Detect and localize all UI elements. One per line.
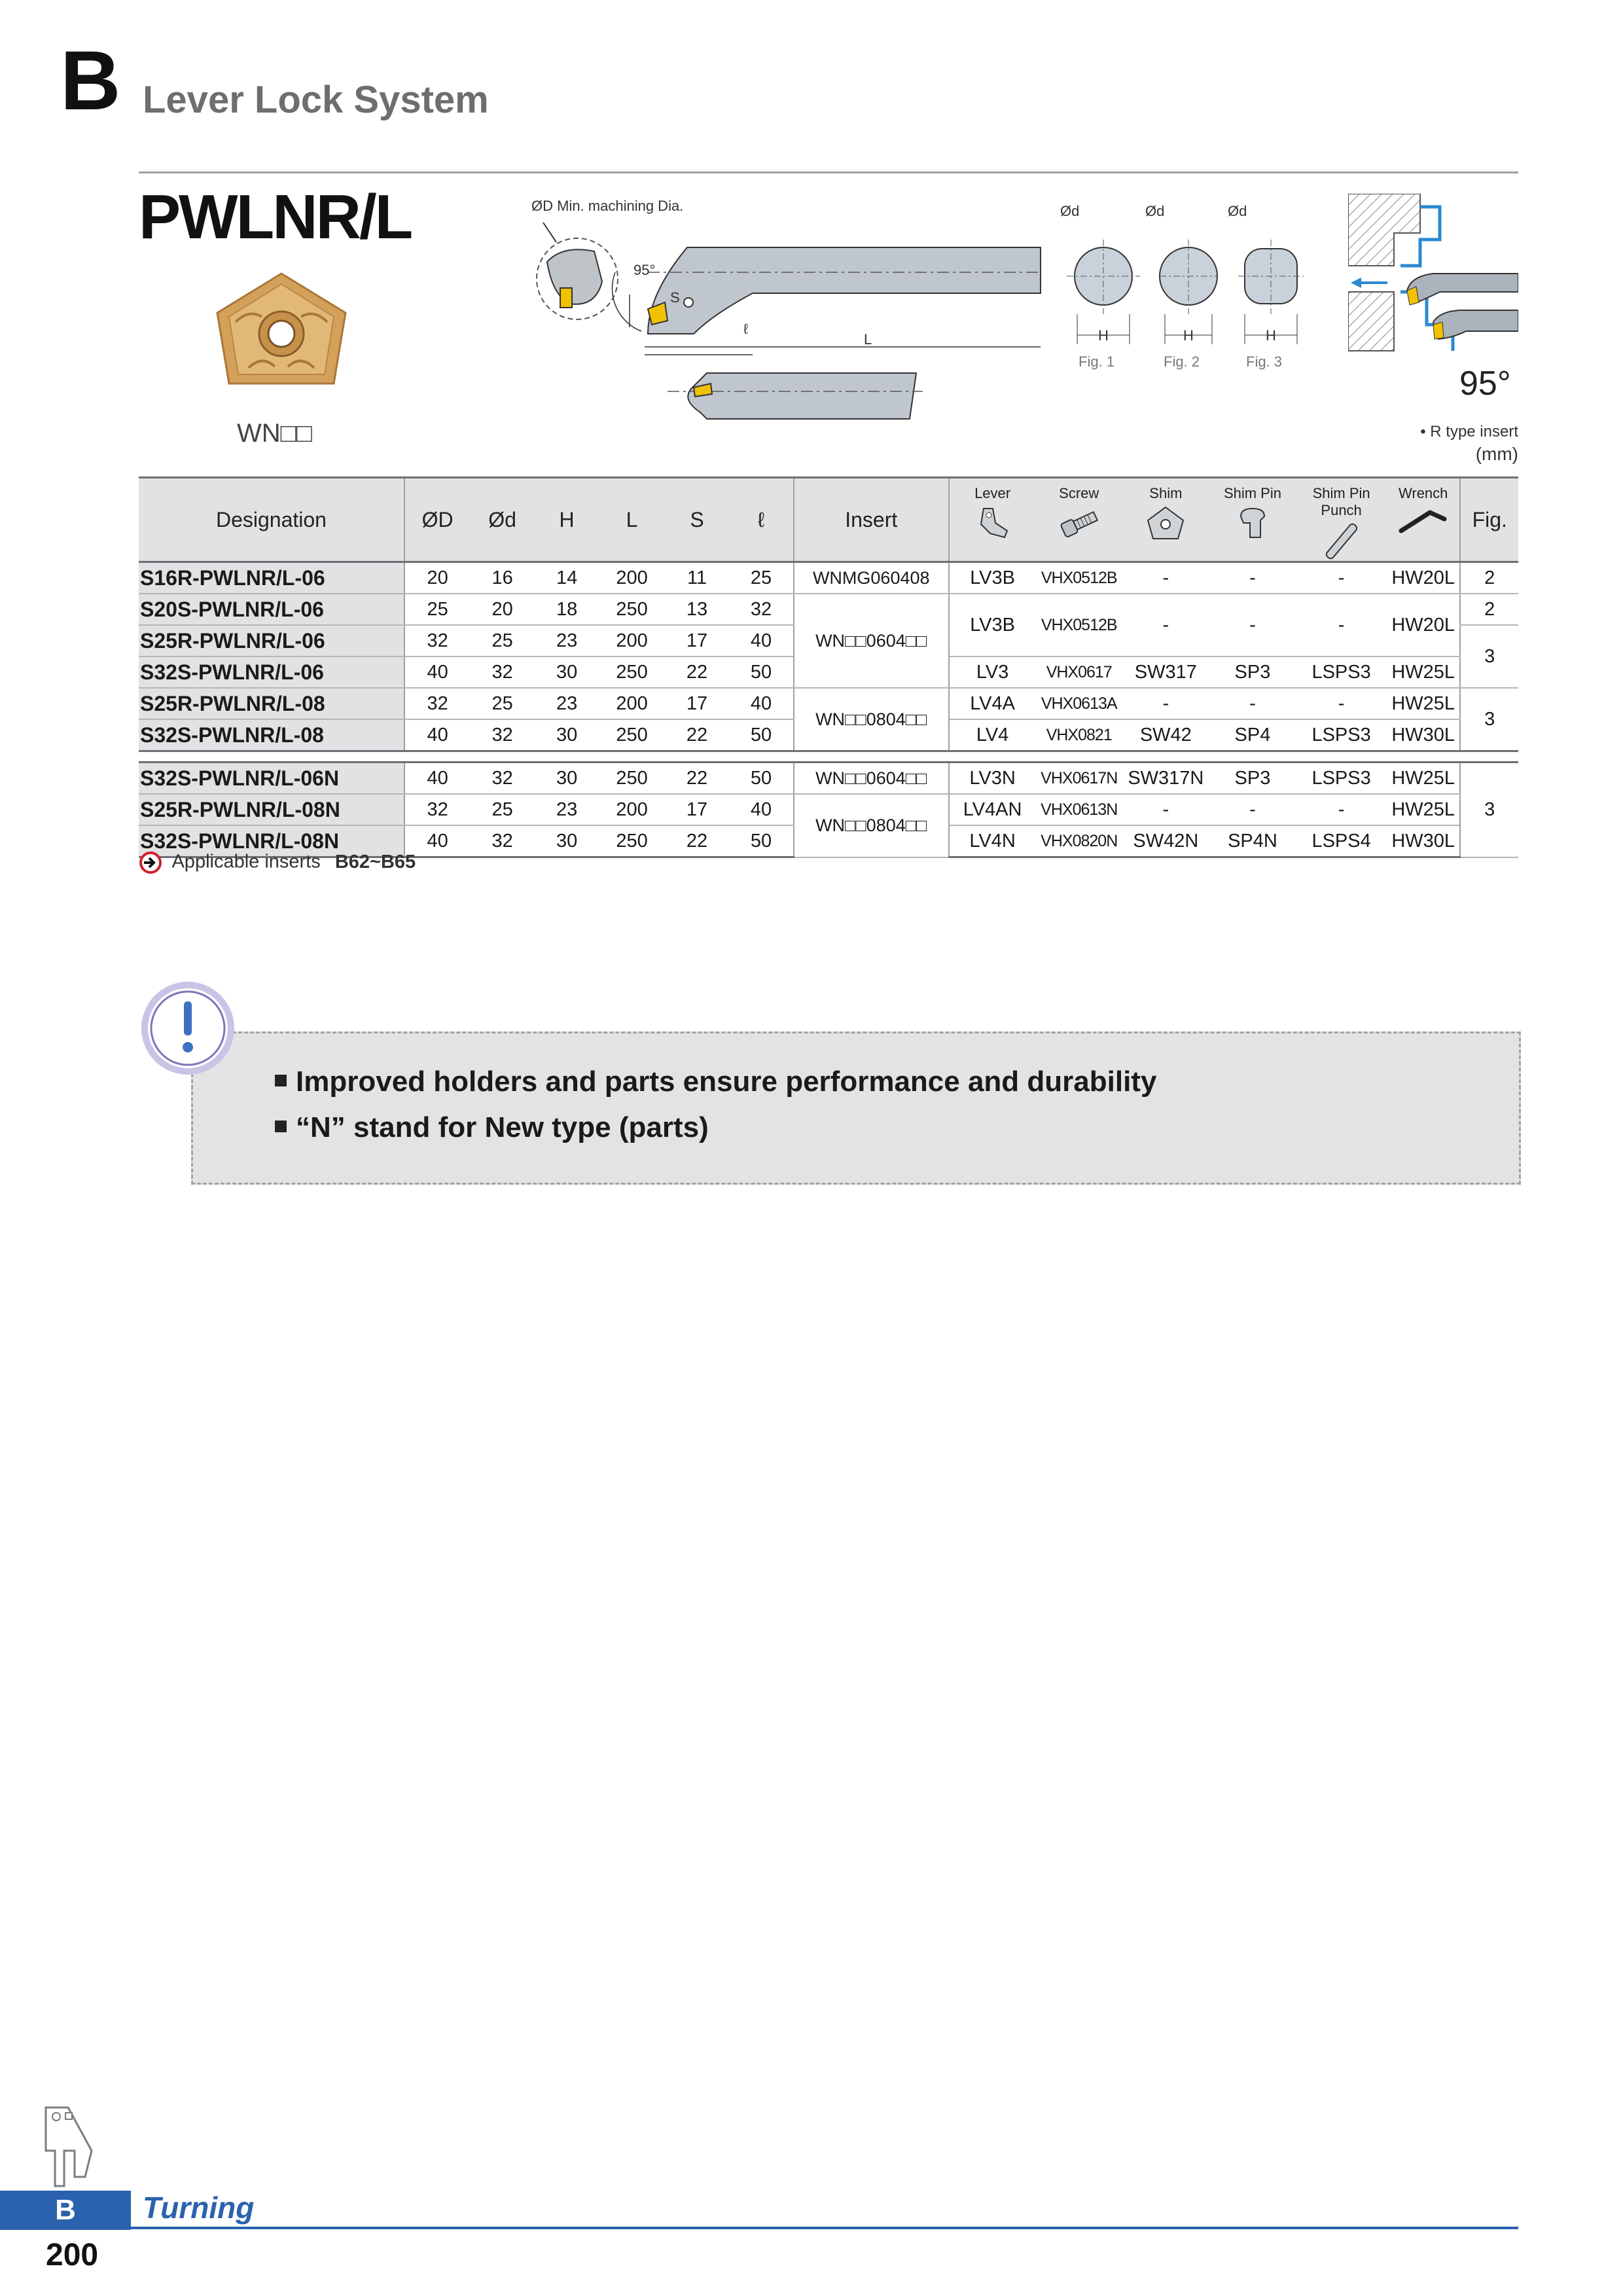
od-small-cell: 25 <box>470 794 534 825</box>
applicable-inserts-ref[interactable]: B62~B65 <box>334 851 416 872</box>
exclamation-icon <box>139 979 237 1077</box>
wrench-cell: HW25L <box>1387 688 1461 719</box>
applicable-inserts[interactable] <box>139 851 416 874</box>
l-cell: 250 <box>599 825 664 857</box>
approach-angle: 95° <box>1459 365 1511 403</box>
shim-cell: - <box>1122 594 1209 656</box>
shim-pin-cell: - <box>1209 688 1296 719</box>
l-small-cell: 25 <box>729 562 793 594</box>
wrench-icon <box>1397 505 1450 537</box>
h-cell: 18 <box>535 594 599 625</box>
od-small-cell: 20 <box>470 594 534 625</box>
wrench-cell: HW20L <box>1387 594 1461 656</box>
insert-cell: WN□□0604□□ <box>794 594 949 688</box>
l-cell: 200 <box>599 562 664 594</box>
table-header-row <box>139 478 1518 562</box>
note-line-2-text: “N” stand for New type (parts) <box>296 1111 709 1143</box>
h-cell: 30 <box>535 656 599 688</box>
l-cell: 200 <box>599 794 664 825</box>
section-letter: B <box>60 34 121 128</box>
l-small-cell: 32 <box>729 594 793 625</box>
fig2-h-label: H <box>1183 327 1194 344</box>
header-h: H <box>535 478 599 562</box>
od-big-cell: 32 <box>404 688 470 719</box>
shim-icon <box>1145 505 1186 541</box>
l-cell: 200 <box>599 688 664 719</box>
fig1-od-label: Ød <box>1060 203 1080 219</box>
designation-cell: S25R-PWLNR/L-06 <box>139 625 404 656</box>
designation-cell: S25R-PWLNR/L-08 <box>139 688 404 719</box>
l-small-cell: 50 <box>729 656 793 688</box>
shim-pin-cell: - <box>1209 562 1296 594</box>
screw-cell: VHX0613N <box>1035 794 1122 825</box>
insert-cell: WNMG060408 <box>794 562 949 594</box>
od-small-cell: 32 <box>470 656 534 688</box>
fig-cell: 3 <box>1460 762 1518 857</box>
insert-cell: WN□□0604□□ <box>794 762 949 795</box>
h-cell: 23 <box>535 794 599 825</box>
shim-cell: SW317 <box>1122 656 1209 688</box>
l-small-cell: 40 <box>729 688 793 719</box>
designation-cell: S32S-PWLNR/L-08N <box>139 825 404 857</box>
l-small-cell: 40 <box>729 794 793 825</box>
punch-cell: LSPS3 <box>1296 656 1387 688</box>
s-cell: 17 <box>665 688 729 719</box>
wrench-cell: HW25L <box>1387 762 1461 795</box>
lever-cell: LV4A <box>949 688 1036 719</box>
h-cell: 23 <box>535 688 599 719</box>
screw-cell: VHX0617 <box>1035 656 1122 688</box>
od-big-cell: 20 <box>404 562 470 594</box>
od-big-cell: 40 <box>404 825 470 857</box>
punch-cell: - <box>1296 794 1387 825</box>
designation-cell: S32S-PWLNR/L-08 <box>139 719 404 751</box>
od-small-cell: 32 <box>470 825 534 857</box>
od-small-cell: 16 <box>470 562 534 594</box>
header-od-small: Ød <box>470 478 534 562</box>
note-line-2 <box>275 1111 709 1144</box>
note-line-1-text: Improved holders and parts ensure performance and durability <box>296 1066 1157 1098</box>
shim-pin-cell: - <box>1209 594 1296 656</box>
s-cell: 22 <box>665 719 729 751</box>
header-shim-pin <box>1209 478 1296 562</box>
l-small-cell: 40 <box>729 625 793 656</box>
s-cell: 22 <box>665 762 729 795</box>
shim-pin-cell: SP4 <box>1209 719 1296 751</box>
fig3-od-label: Ød <box>1228 203 1247 219</box>
application-drawing <box>1348 194 1518 357</box>
lever-cell: LV4 <box>949 719 1036 751</box>
shim-cell: SW317N <box>1122 762 1209 795</box>
od-big-cell: 40 <box>404 656 470 688</box>
wrench-cell: HW30L <box>1387 825 1461 857</box>
table-row <box>139 562 1518 594</box>
wrench-cell: HW25L <box>1387 794 1461 825</box>
table-group-divider <box>139 751 1518 762</box>
table-row <box>139 762 1518 795</box>
screw-cell: VHX0617N <box>1035 762 1122 795</box>
angle-label: 95° <box>633 262 656 278</box>
lever-cell: LV4AN <box>949 794 1036 825</box>
l-cell: 250 <box>599 762 664 795</box>
s-cell: 17 <box>665 794 729 825</box>
header-designation: Designation <box>139 478 404 562</box>
square-bullet-icon <box>275 1121 287 1132</box>
turning-tool-icon <box>39 2105 98 2190</box>
screw-cell: VHX0512B <box>1035 562 1122 594</box>
header-screw-label: Screw <box>1059 485 1099 501</box>
shim-cell: SW42N <box>1122 825 1209 857</box>
fig-cell: 3 <box>1460 625 1518 688</box>
insert-cell: WN□□0804□□ <box>794 688 949 751</box>
tool-drawing <box>517 216 1054 432</box>
r-type-note: • R type insert <box>1420 423 1518 440</box>
l-small-cell: 50 <box>729 719 793 751</box>
l-small-cell: 50 <box>729 762 793 795</box>
header-fig: Fig. <box>1460 478 1518 562</box>
header-shim <box>1122 478 1209 562</box>
l-cell: 250 <box>599 594 664 625</box>
screw-cell: VHX0613A <box>1035 688 1122 719</box>
designation-cell: S20S-PWLNR/L-06 <box>139 594 404 625</box>
fig-cell: 3 <box>1460 688 1518 751</box>
s-cell: 22 <box>665 825 729 857</box>
table-row <box>139 794 1518 825</box>
shim-cell: SW42 <box>1122 719 1209 751</box>
s-cell: 13 <box>665 594 729 625</box>
header-shim-pin-punch-label: Shim Pin Punch <box>1312 485 1370 518</box>
header-lever-label: Lever <box>974 485 1011 501</box>
screw-cell: VHX0820N <box>1035 825 1122 857</box>
lever-cell: LV3N <box>949 762 1036 795</box>
lever-icon <box>974 505 1011 541</box>
header-wrench-label: Wrench <box>1399 485 1448 501</box>
table-row <box>139 688 1518 719</box>
od-big-cell: 40 <box>404 762 470 795</box>
designation-cell: S32S-PWLNR/L-06 <box>139 656 404 688</box>
shim-pin-cell: SP4N <box>1209 825 1296 857</box>
fig2-od-label: Ød <box>1145 203 1165 219</box>
shim-cell: - <box>1122 562 1209 594</box>
header-screw <box>1035 478 1122 562</box>
header-shim-pin-punch <box>1296 478 1387 562</box>
s-cell: 11 <box>665 562 729 594</box>
insert-image <box>209 270 353 394</box>
header-lever <box>949 478 1036 562</box>
unit-label: (mm) <box>1475 444 1518 464</box>
shim-pin-cell: SP3 <box>1209 656 1296 688</box>
h-cell: 30 <box>535 825 599 857</box>
fig3-h-label: H <box>1266 327 1276 344</box>
shim-pin-cell: SP3 <box>1209 762 1296 795</box>
l-small-cell: 50 <box>729 825 793 857</box>
fig-cell: 2 <box>1460 562 1518 594</box>
wrench-cell: HW20L <box>1387 562 1461 594</box>
od-big-cell: 25 <box>404 594 470 625</box>
note-line-1 <box>275 1066 1156 1098</box>
od-small-cell: 32 <box>470 719 534 751</box>
l-cell: 200 <box>599 625 664 656</box>
lever-cell: LV3 <box>949 656 1036 688</box>
screw-cell: VHX0821 <box>1035 719 1122 751</box>
od-small-cell: 25 <box>470 688 534 719</box>
od-small-cell: 32 <box>470 762 534 795</box>
wrench-cell: HW30L <box>1387 719 1461 751</box>
fig1-h-label: H <box>1098 327 1109 344</box>
insert-series-label: WN□□ <box>237 419 312 448</box>
shim-cell: - <box>1122 794 1209 825</box>
section-tab-label[interactable]: Turning <box>143 2191 255 2225</box>
header-l-small: ℓ <box>729 478 793 562</box>
l-small-label: ℓ <box>743 321 749 337</box>
section-title: Lever Lock System <box>143 79 489 121</box>
lever-cell: LV3B <box>949 562 1036 594</box>
designation-cell: S25R-PWLNR/L-08N <box>139 794 404 825</box>
l-cell: 250 <box>599 719 664 751</box>
punch-cell: LSPS4 <box>1296 825 1387 857</box>
h-cell: 14 <box>535 562 599 594</box>
note-box <box>191 1031 1521 1185</box>
insert-cell: WN□□0804□□ <box>794 794 949 857</box>
s-cell: 22 <box>665 656 729 688</box>
min-dia-label: ØD Min. machining Dia. <box>531 198 684 214</box>
square-bullet-icon <box>275 1075 287 1086</box>
screw-cell: VHX0512B <box>1035 594 1122 656</box>
header-wrench <box>1387 478 1461 562</box>
table-row <box>139 594 1518 625</box>
h-cell: 30 <box>535 762 599 795</box>
shim-pin-cell: - <box>1209 794 1296 825</box>
h-cell: 23 <box>535 625 599 656</box>
header-divider <box>139 171 1518 173</box>
shim-pin-icon <box>1234 505 1271 541</box>
lever-cell: LV4N <box>949 825 1036 857</box>
punch-cell: - <box>1296 562 1387 594</box>
header-shim-pin-label: Shim Pin <box>1223 485 1281 501</box>
l-cell: 250 <box>599 656 664 688</box>
fig3-label: Fig. 3 <box>1246 353 1283 370</box>
section-tab[interactable]: B <box>0 2191 131 2230</box>
punch-cell: LSPS3 <box>1296 719 1387 751</box>
s-label: S <box>670 289 680 306</box>
fig2-label: Fig. 2 <box>1164 353 1200 370</box>
header-insert: Insert <box>794 478 949 562</box>
spec-table <box>139 476 1518 858</box>
l-label: L <box>864 331 872 348</box>
header-od-big: ØD <box>404 478 470 562</box>
header-s: S <box>665 478 729 562</box>
arrow-circle-icon <box>139 851 162 874</box>
punch-cell: - <box>1296 688 1387 719</box>
punch-cell: - <box>1296 594 1387 656</box>
od-small-cell: 25 <box>470 625 534 656</box>
wrench-cell: HW25L <box>1387 656 1461 688</box>
punch-cell: LSPS3 <box>1296 762 1387 795</box>
h-cell: 30 <box>535 719 599 751</box>
punch-icon <box>1322 522 1361 561</box>
od-big-cell: 32 <box>404 794 470 825</box>
page-number: 200 <box>46 2238 99 2272</box>
designation-cell: S16R-PWLNR/L-06 <box>139 562 404 594</box>
od-big-cell: 40 <box>404 719 470 751</box>
s-cell: 17 <box>665 625 729 656</box>
product-code: PWLNR/L <box>139 182 412 252</box>
screw-icon <box>1056 505 1102 541</box>
footer-rule <box>131 2227 1518 2229</box>
designation-cell: S32S-PWLNR/L-06N <box>139 762 404 795</box>
applicable-inserts-label: Applicable inserts <box>171 851 321 872</box>
header-shim-label: Shim <box>1149 485 1183 501</box>
fig-cell: 2 <box>1460 594 1518 625</box>
lever-cell: LV3B <box>949 594 1036 656</box>
header-l: L <box>599 478 664 562</box>
fig1-label: Fig. 1 <box>1079 353 1115 370</box>
shim-cell: - <box>1122 688 1209 719</box>
od-big-cell: 32 <box>404 625 470 656</box>
